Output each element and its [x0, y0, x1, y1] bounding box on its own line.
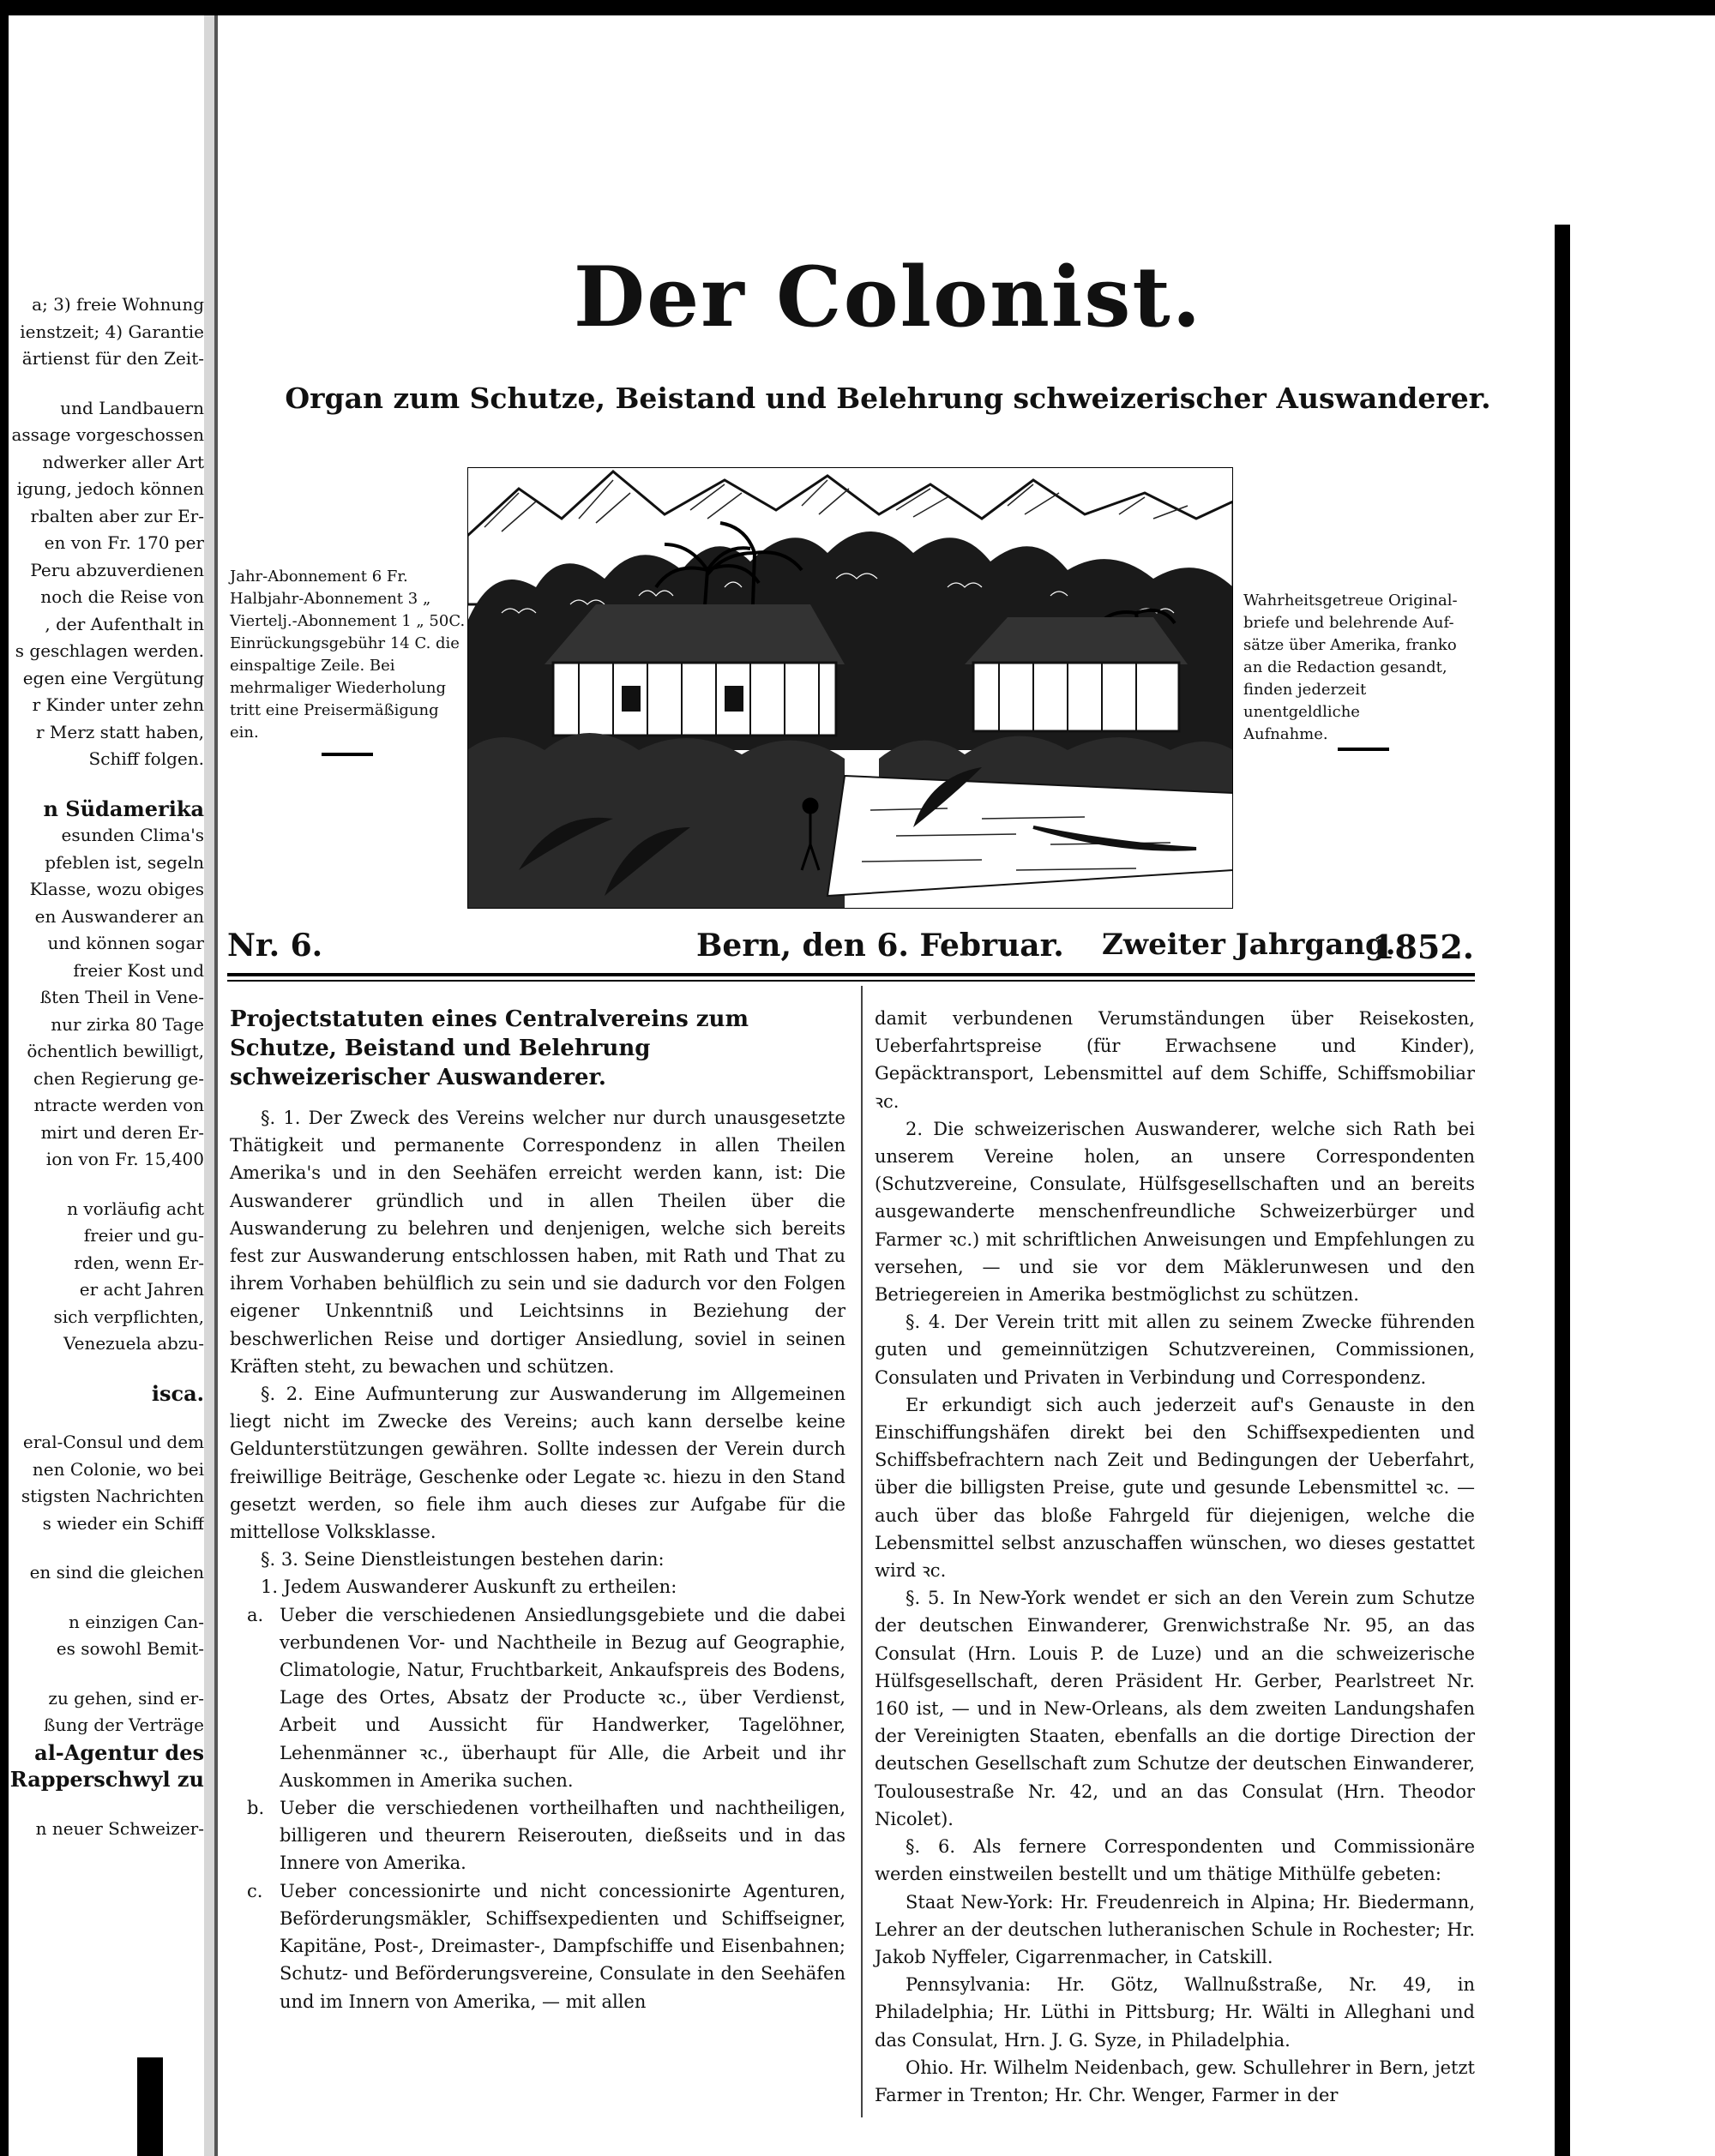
clipped-line: pfeblen ist, segeln	[45, 851, 204, 873]
clipped-line: freier und gu-	[83, 1225, 204, 1246]
clipped-line: n vorläufig acht	[67, 1198, 204, 1219]
issue-volume: Zweiter Jahrgang.	[1102, 928, 1396, 962]
clipped-line	[0, 1358, 204, 1380]
paragraph-new-york: Staat New-York: Hr. Freudenreich in Alpina; Hr. Biedermann, Lehrer an der deutschen lutheranischen Schule in Rochester; Hr. Jakob Nyffeler, Cigarrenmacher, in Catskill.	[875, 1891, 1475, 1967]
article-column-1	[230, 1005, 845, 2015]
clipped-line: ßung der Verträge	[43, 1715, 204, 1735]
list-text: Ueber concessionirte und nicht concessionirte Agenturen, Beförderungsmäkler, Schiffsexpedienten und Schiffseigner, Kapitäne, Post-, Dreimaster-, Dampfschiffe und Eisenbahnen; Schutz- und Beförderungsvereine, Consulate in den Seehäfen und im Innern von Amerika, — mit allen	[280, 1880, 845, 2012]
clipped-line: sich verpflichten,	[53, 1306, 204, 1327]
list-item	[230, 1601, 845, 1794]
list-text: Ueber die verschiedenen Ansiedlungsgebiete und die dabei verbundenen Vor- und Nachtheile in Bezug auf Geographie, Climatologie, Natur, Fruchtbarkeit, Ankaufspreis des Bodens, Lage des Ortes, Absatz der Producte ꝛc., über Verdienst, Arbeit und Aussicht für Handwerker, Tagelöhner, Lehenmänner ꝛc., überhaupt für Alle, die Arbeit und ihr Auskommen in Amerika suchen.	[280, 1604, 845, 1791]
clipped-line: egen eine Vergütung	[22, 667, 204, 688]
clipped-line: freier Kost und	[73, 959, 204, 981]
clipped-line: , der Aufenthalt in	[45, 613, 204, 634]
clipped-line: und Landbauern	[60, 397, 204, 418]
paragraph-section-5: §. 5. In New-York wendet er sich an den Verein zum Schutze der deutschen Einwanderer, Grenwichstraße Nr. 95, an das Consulat (Hrn. Louis P. de Luze) und an die schweizerische Hülfsgesellschaft, deren Präsident Hr. Gerber, Pearlstreet Nr. 160 ist, — und in New-Orleans, als dem zweiten Landungshafen der Vereinigten Staaten, ebenfalls an die dortige Direction der deutschen Gesellschaft zum Schutze der deutschen Einwanderer, Toulousestraße Nr. 42, und an das Consulat (Hrn. Theodor Nicolet).	[875, 1588, 1475, 1829]
clipped-line: mirt und deren Er-	[40, 1121, 204, 1143]
adjacent-page-column	[0, 291, 204, 1842]
paragraph-point-2: 2. Die schweizerischen Auswanderer, welche sich Rath bei unserem Vereine holen, an unsere Correspondenten (Schutzvereine, Consulate, Hülfsgesellschaften und an bereits ausgewanderte menschenfreundliche Schweizerbürger und Farmer ꝛc.) mit schriftlichen Anweisungen und Empfehlungen zu versehen, — und sie vor dem Mäklerunwesen und den Betriegereien in Amerika bestmöglichst zu schützen.	[875, 1118, 1475, 1306]
note-line: tritt eine Preisermäßigung	[230, 701, 439, 719]
clipped-line: Peru abzuverdienen	[30, 559, 204, 580]
subscription-note	[230, 566, 470, 744]
paragraph-section-6: §. 6. Als fernere Correspondenten und Commissionäre werden einstweilen bestellt und um thätige Mithülfe gebeten:	[875, 1836, 1475, 1885]
clipped-line: Klasse, wozu obiges	[29, 879, 204, 899]
clipped-line: al-Agentur des	[34, 1739, 204, 1765]
list-marker: b.	[247, 1798, 265, 1819]
paragraph-section-4b: Er erkundigt sich auch jederzeit auf's Genauste in den Einschiffungshäfen direkt bei den Schiffsexpedienten und Schiffsbefrachtern nach Zeit und Bedingungen der Ueberfahrt, über die billigsten Preise, gute und gesunde Lebensmittel ꝛc. — auch über das bloße Fahrgeld für diejenigen, welche die Lebensmittel selbst anzuschaffen wünschen, wo dieses gestattet wird ꝛc.	[875, 1394, 1475, 1582]
clipped-line	[0, 1587, 204, 1609]
clipped-line: ienstzeit; 4) Garantie	[20, 321, 204, 342]
clipped-line: nur zirka 80 Tage	[51, 1013, 204, 1035]
note-line: mehrmaliger Wiederholung	[230, 679, 446, 697]
note-line: sätze über Amerika, franko	[1243, 636, 1457, 654]
clipped-line: rbalten aber zur Er-	[30, 505, 204, 526]
list-text: Ueber die verschiedenen vortheilhaften und nachtheiligen, billigeren und theurern Reiserouten, dießseits und in das Innere von Amerika.	[280, 1798, 845, 1874]
clipped-line: n Südamerika	[43, 796, 204, 821]
clipped-line: en sind die gleichen	[29, 1562, 204, 1582]
note-line: Jahr-Abonnement 6 Fr.	[230, 568, 408, 586]
clipped-line: en von Fr. 170 per	[44, 532, 204, 553]
paragraph-ohio: Ohio. Hr. Wilhelm Neidenbach, gew. Schullehrer in Bern, jetzt Farmer in Trenton; Hr. Chr. Wenger, Farmer in der	[875, 2057, 1475, 2105]
article-column-2	[875, 1005, 1475, 2109]
clipped-line: isca.	[151, 1380, 204, 1406]
header-rule	[227, 973, 1475, 976]
clipped-line	[0, 773, 204, 796]
article-heading: Projectstatuten eines Centralvereins zum Schutze, Beistand und Belehrung schweizerischer Auswanderer.	[230, 1006, 749, 1090]
page-fold-line	[214, 15, 218, 2156]
paragraph-section-3: §. 3. Seine Dienstleistungen bestehen darin:	[261, 1549, 665, 1570]
clipped-line: eral-Consul und dem	[22, 1432, 204, 1452]
clipped-line: chen Regierung ge-	[33, 1067, 204, 1089]
issue-place-date: Bern, den 6. Februar.	[696, 928, 1064, 964]
divider-dash	[322, 753, 373, 756]
column-divider	[861, 986, 863, 2117]
clipped-line: en Auswanderer an	[34, 905, 204, 927]
list-marker: a.	[247, 1604, 264, 1625]
clipped-line	[0, 1407, 204, 1429]
scan-artifact	[137, 2057, 163, 2156]
paragraph-continued: damit verbundenen Verumständungen über Reisekosten, Ueberfahrtspreise (für Erwachsene und Kinder), Gepäcktransport, Lebensmittel auf dem Schiffe, Schiffsmobiliar ꝛc.	[875, 1008, 1475, 1112]
colony-woodcut-illustration	[467, 467, 1233, 909]
clipped-line: r Kinder unter zehn	[32, 694, 204, 715]
paragraph-section-4: §. 4. Der Verein tritt mit allen zu seinem Zwecke führenden guten und gemeinnützigen Schutzvereinen, Commissionen, Consulaten und Privaten in Verbindung und Correspondenz.	[875, 1312, 1475, 1388]
paragraph-pennsylvania: Pennsylvania: Hr. Götz, Wallnußstraße, Nr. 49, in Philadelphia; Hr. Lüthi in Pittsburg; Hr. Wälti in Alleghani und das Consulat, Hrn. J. G. Syze, in Philadelphia.	[875, 1974, 1475, 2051]
clipped-line: Schiff folgen.	[88, 748, 204, 769]
clipped-line: es sowohl Bemit-	[56, 1638, 204, 1659]
clipped-line	[0, 373, 204, 395]
header-rule-thin	[227, 980, 1475, 982]
clipped-line: öchentlich bewilligt,	[27, 1041, 204, 1061]
paragraph-section-1: §. 1. Der Zweck des Vereins welcher nur durch unausgesetzte Thätigkeit und permanente Correspondenz in allen Theilen Amerika's und in den Seehäfen erreicht werden kann, ist: Die Auswanderer gründlich und in allen Theilen über die Auswanderung zu belehren und denjenigen, welche sich bereits fest zur Auswanderung entschlossen haben, mit Rath und That zu ihrem Vorhaben behülflich zu sein und sie dadurch vor den Folgen eigener Unkenntniß und Leichtsinns in Beziehung der beschwerlichen Reise und dortiger Ansiedlung, soviel in seinen Kräften steht, zu bewachen und schützen.	[230, 1108, 845, 1377]
note-line: Halbjahr-Abonnement 3 „	[230, 590, 431, 608]
clipped-line: s geschlagen werden.	[15, 640, 204, 661]
clipped-line: s wieder ein Schiff	[42, 1512, 204, 1534]
issue-number: Nr. 6.	[227, 928, 323, 964]
clipped-line: r Merz statt haben,	[35, 721, 204, 742]
clipped-line: n neuer Schweizer-	[35, 1817, 204, 1839]
clipped-line: Venezuela abzu-	[63, 1333, 204, 1354]
clipped-line: assage vorgeschossen	[11, 424, 204, 445]
issue-year: 1852.	[1372, 928, 1474, 966]
clipped-line	[0, 1793, 204, 1816]
masthead-title: Der Colonist.	[573, 249, 1203, 345]
clipped-line: und können sogar	[47, 933, 204, 953]
note-line: Wahrheitsgetreue Original-	[1243, 592, 1458, 610]
editorial-note	[1243, 590, 1479, 746]
clipped-line: er acht Jahren	[79, 1279, 204, 1300]
clipped-line	[0, 1174, 204, 1196]
clipped-line: n einzigen Can-	[68, 1611, 204, 1632]
clipped-line: stigsten Nachrichten	[21, 1486, 204, 1506]
note-line: einspaltige Zeile. Bei	[230, 657, 395, 675]
list-item	[230, 1877, 845, 2015]
note-line: finden jederzeit unentgeldliche	[1243, 681, 1367, 721]
masthead-subtitle: Organ zum Schutze, Beistand und Belehrung schweizerischer Auswanderer.	[285, 381, 1491, 415]
clipped-line: Rapperschwyl zu	[9, 1767, 204, 1792]
clipped-line: ärtienst für den Zeit-	[21, 348, 204, 369]
clipped-line: a; 3) freie Wohnung	[32, 294, 204, 315]
clipped-line	[0, 1537, 204, 1559]
note-line: Viertelj.-Abonnement 1 „ 50C.	[230, 612, 466, 630]
scan-right-edge	[1555, 225, 1570, 2156]
note-line: Einrückungsgebühr 14 C. die	[230, 634, 460, 652]
note-line: an die Redaction gesandt,	[1243, 658, 1447, 676]
note-line: ein.	[230, 724, 259, 742]
scan-top-edge	[0, 0, 1715, 15]
clipped-line: ndwerker aller Art	[42, 451, 204, 472]
paragraph-section-2: §. 2. Eine Aufmunterung zur Auswanderung im Allgemeinen liegt nicht im Zwecke des Vereins; auch kann derselbe keine Geldunterstützungen gewähren. Sollte indessen der Verein durch freiwillige Beiträge, Geschenke oder Legate ꝛc. hiezu in den Stand gesetzt werden, so fiele ihm auch dieses zur Aufgabe für die mittellose Volksklasse.	[230, 1384, 845, 1543]
divider-dash	[1338, 748, 1389, 751]
paragraph-section-3-1: 1. Jedem Auswanderer Auskunft zu ertheilen:	[261, 1576, 677, 1598]
note-line: Aufnahme.	[1243, 725, 1328, 743]
clipped-line: esunden Clima's	[61, 825, 204, 845]
note-line: briefe und belehrende Auf-	[1243, 614, 1454, 632]
clipped-line	[0, 1663, 204, 1685]
clipped-line: igung, jedoch können	[16, 478, 204, 499]
clipped-line: ion von Fr. 15,400	[45, 1149, 204, 1169]
clipped-line: rden, wenn Er-	[74, 1252, 204, 1273]
list-item	[230, 1794, 845, 1877]
clipped-line: nen Colonie, wo bei	[32, 1458, 204, 1480]
clipped-line: noch die Reise von	[40, 586, 204, 607]
clipped-line: ntracte werden von	[33, 1095, 204, 1115]
list-marker: c.	[247, 1880, 263, 1901]
clipped-line: zu gehen, sind er-	[48, 1687, 204, 1709]
clipped-line: ßten Theil in Vene-	[39, 987, 204, 1007]
